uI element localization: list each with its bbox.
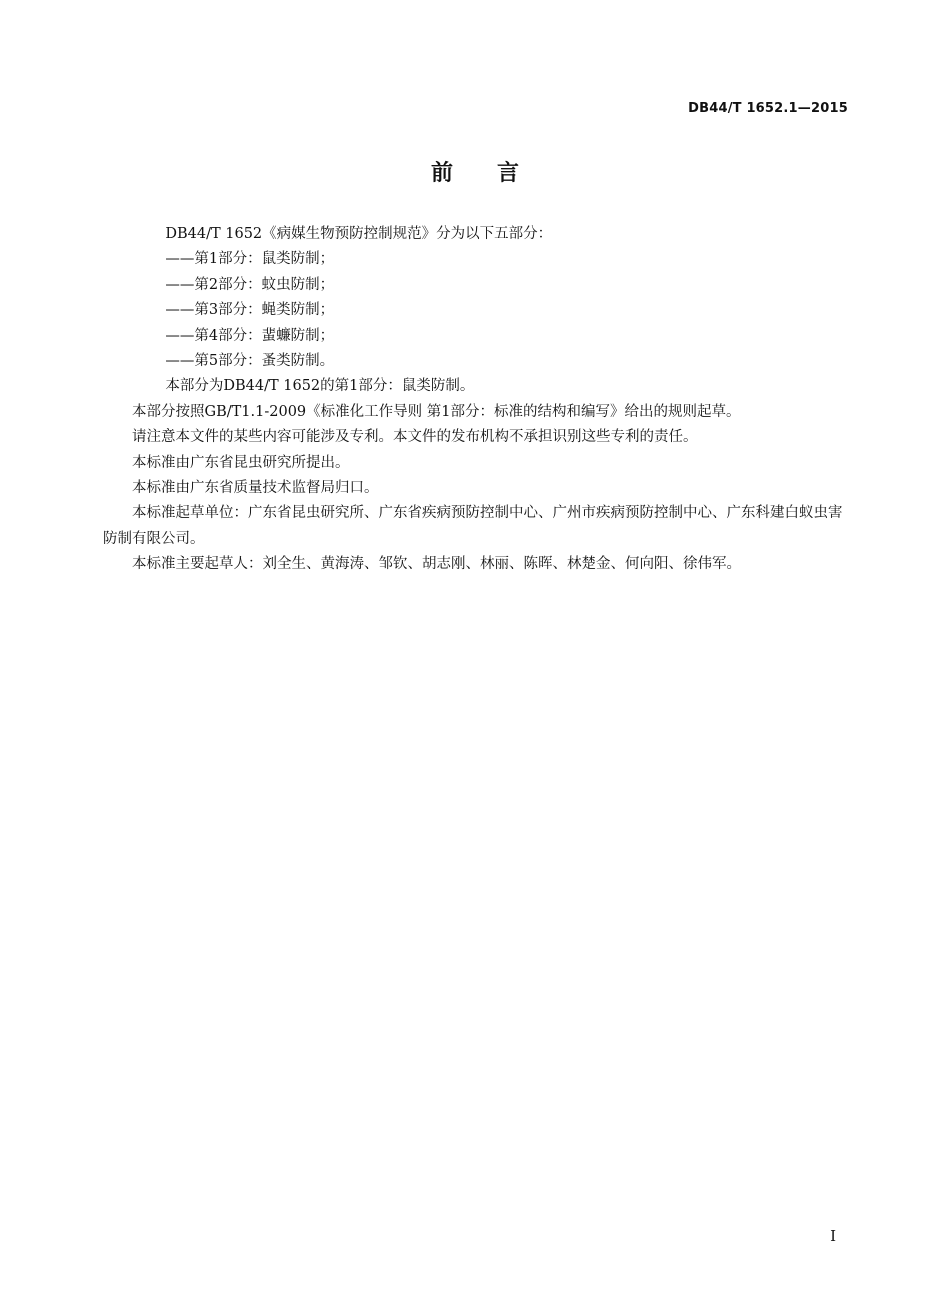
drafting-units-paragraph: 本标准起草单位：广东省昆虫研究所、广东省疾病预防控制中心、广州市疾病预防控制中心、广东科建白蚁虫害防制有限公司。 [103,505,843,547]
this-part-paragraph: 本部分为DB44/T 1652的第1部分：鼠类防制。 [165,378,475,395]
part-list-item: ——第5部分：蚤类防制。 [165,353,335,370]
document-code: DB44/T 1652.1—2015 [688,101,848,116]
proposer-paragraph: 本标准由广东省昆虫研究所提出。 [132,454,350,471]
patent-notice-paragraph: 请注意本文件的某些内容可能涉及专利。本文件的发布机构不承担识别这些专利的责任。 [132,429,698,446]
part-list-item: ——第1部分：鼠类防制； [165,251,335,268]
part-list-item: ——第3部分：蝇类防制； [165,302,335,319]
drafters-paragraph: 本标准主要起草人：刘全生、黄海涛、邹钦、胡志刚、林丽、陈晖、林楚金、何向阳、徐伟军。 [132,556,741,573]
intro-paragraph: DB44/T 1652《病媒生物预防控制规范》分为以下五部分： [165,226,553,242]
page-title: 前言 [430,161,563,186]
drafting-rule-paragraph: 本部分按照GB/T1.1-2009《标准化工作导则 第1部分：标准的结构和编写》给出的规则起草。 [132,403,741,420]
foreword-body [103,222,850,578]
page-number: I [830,1227,836,1245]
part-list-item: ——第4部分：蜚蠊防制； [165,327,335,344]
centralized-by-paragraph: 本标准由广东省质量技术监督局归口。 [132,480,379,497]
part-list-item: ——第2部分：蚊虫防制； [165,276,335,293]
